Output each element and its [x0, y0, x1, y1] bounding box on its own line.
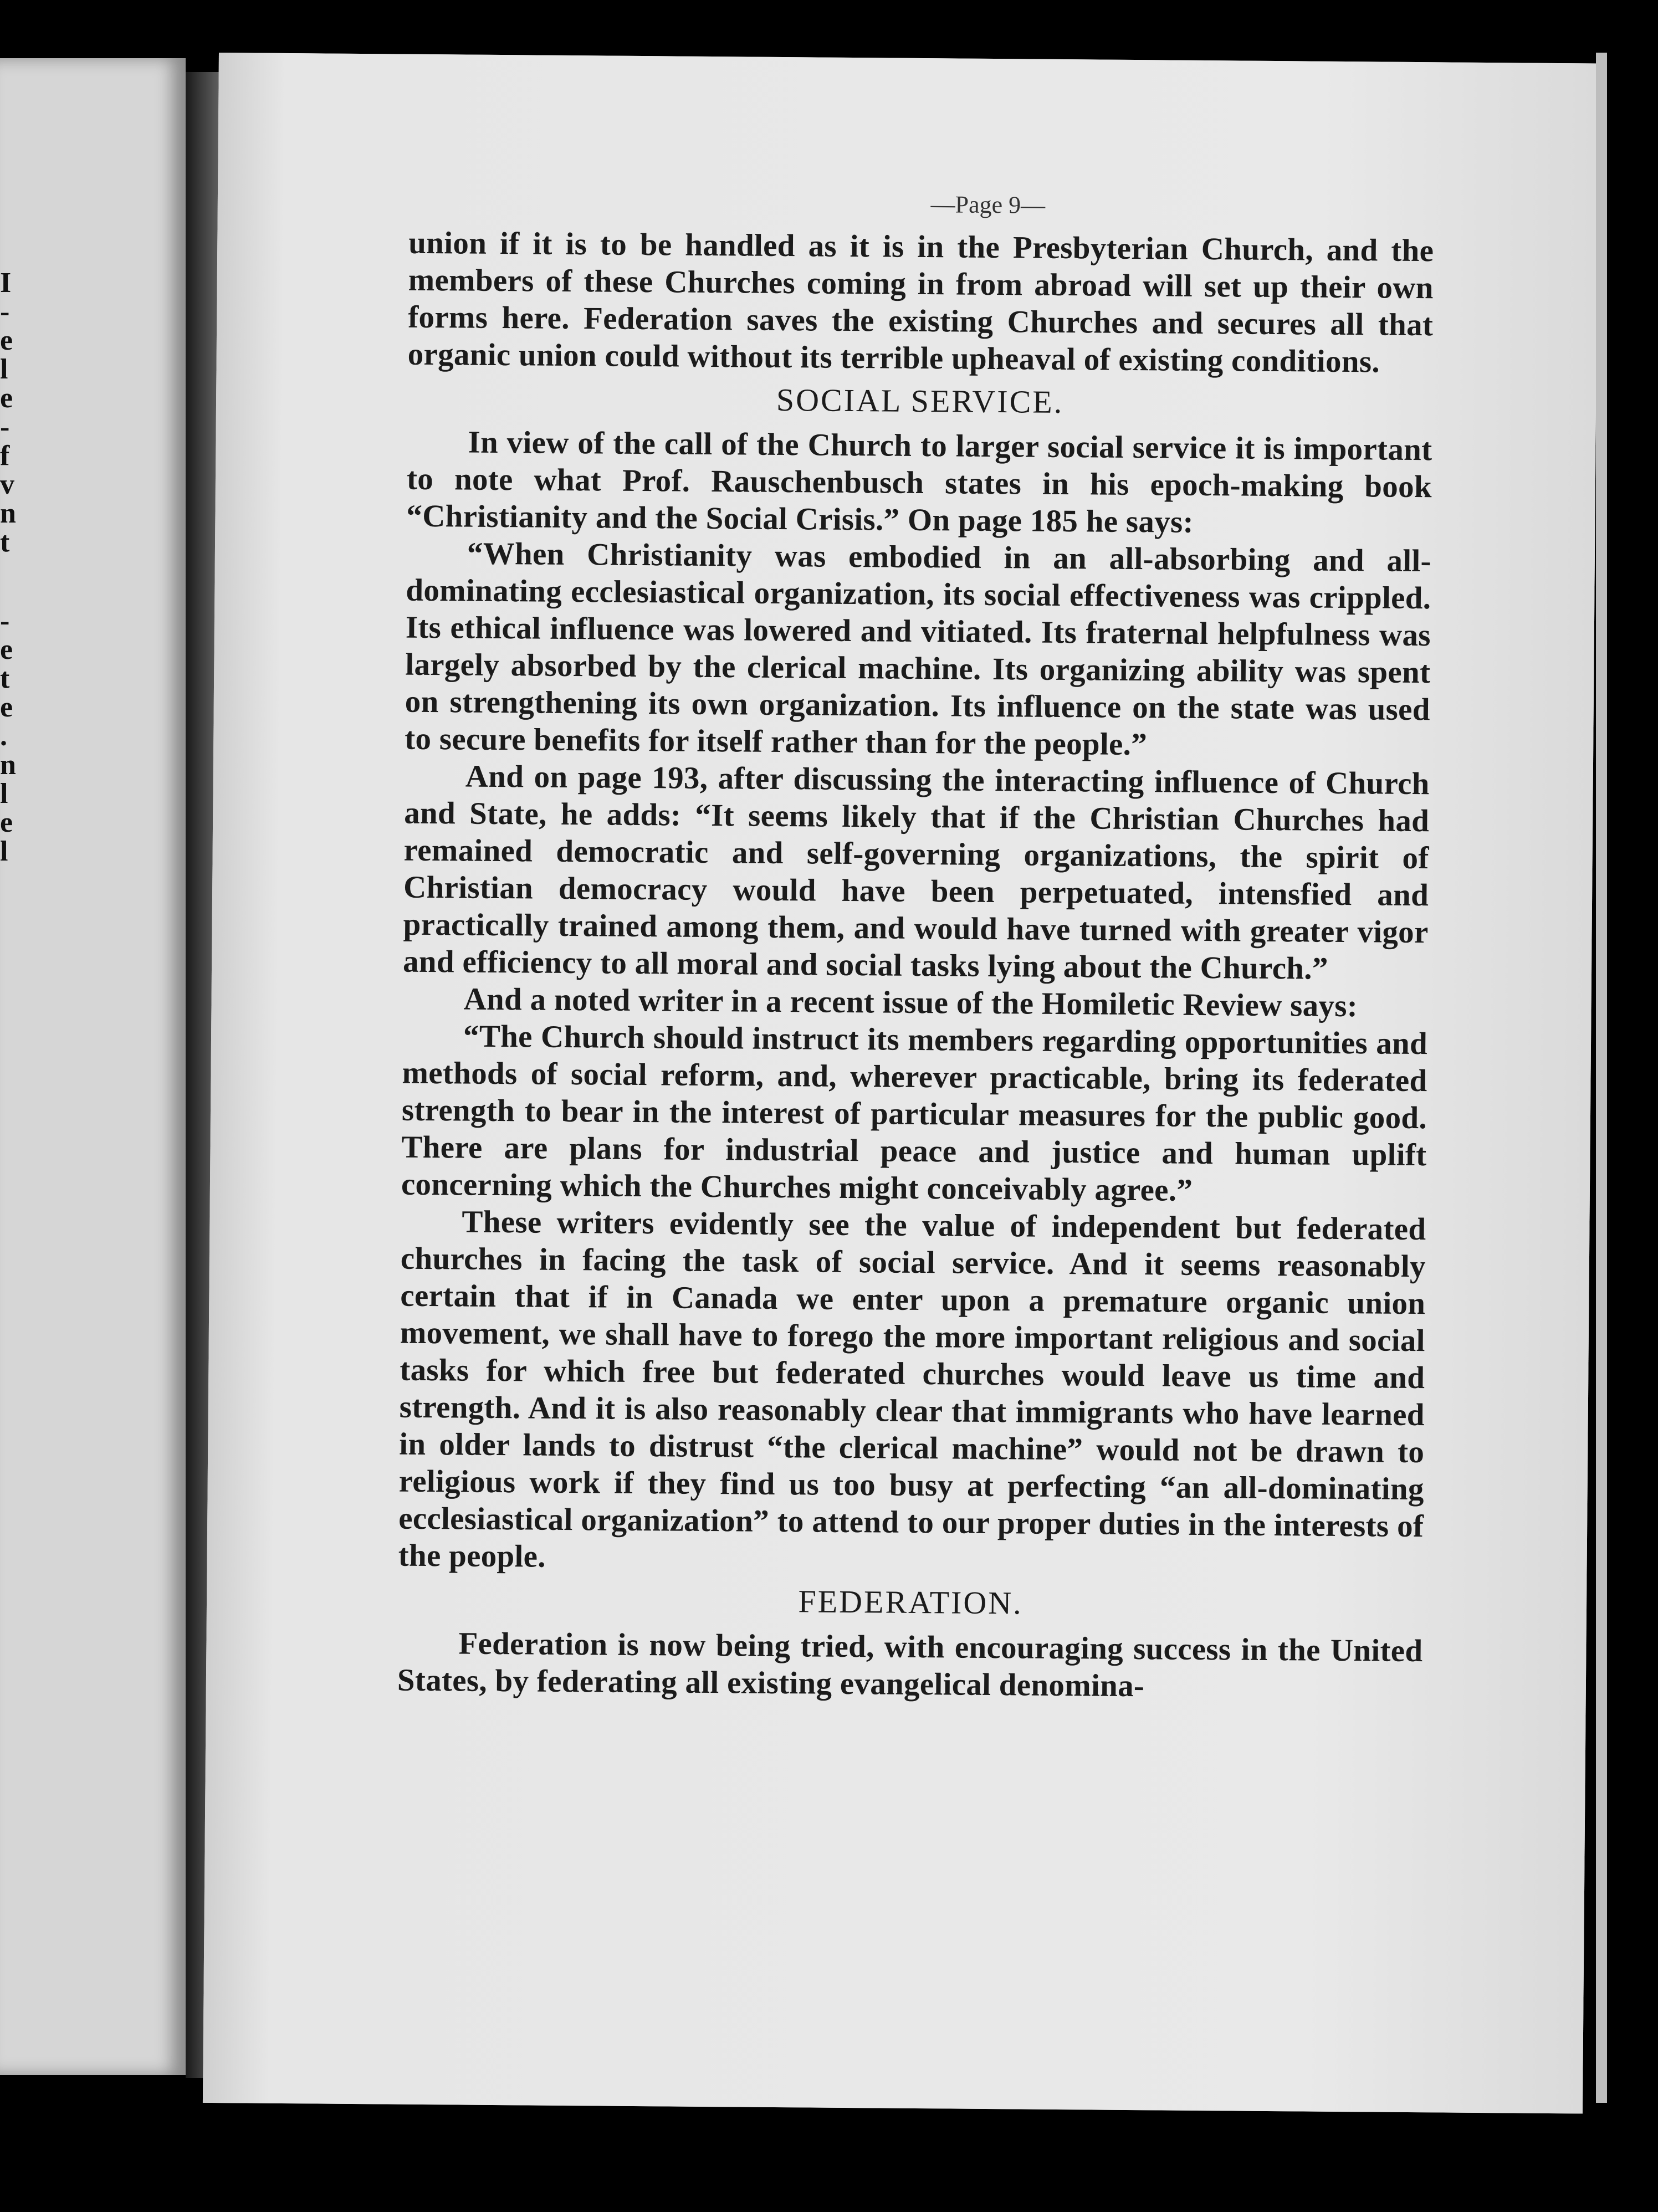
left-fragment: l — [0, 836, 8, 867]
paragraph: Federation is now being tried, with encouraging success in the United States, by federating all existing evangelical denomina- — [397, 1626, 1423, 1704]
paragraph: In view of the call of the Church to larger social service it is important to note what Prof. Rauschenbusch states in his epoch-making book “Christianity and the Social Crisis.” On page 185 he says: — [406, 424, 1432, 540]
paragraph: These writers evidently see the value of independent but federated churches in facing the task of social service. And it seems reasonably certain that if in Canada we enter upon a premature organic union movement, we shall have to forego the more important religious and social tasks for which free but federated churches would leave us time and strength. And it is also reasonably clear that immigrants who have learned in older lands to distrust “the clerical machine” would not be drawn to religious work if they find us too busy at perfecting “an all-dominating ecclesiastical organization” to attend to our proper duties in the interests of the people. — [398, 1204, 1426, 1574]
left-fragment: n — [0, 498, 16, 529]
left-fragment: - — [0, 296, 10, 327]
block-quote: “The Church should instruct its members regarding opportunities and methods of social reform, and, wherever practicable, bring its federated strength to bear in the interest of particular measures for the public good. There are plans for industrial peace and justice and human uplift concerning which the Churches might conceivably agree.” — [401, 1018, 1428, 1208]
left-page-text-fragments — [0, 269, 22, 866]
left-fragment: l — [0, 354, 8, 385]
block-quote: “When Christianity was embodied in an all-absorbing and all-dominating ecclesiastical organization, its social effectiveness was crippled. Its ethical influence was lowered and vitiated. Its fraternal helpfulness was largely absorbed by the clerical machine. Its organizing ability was spent on strengthening its own organization. Its influence on the state was used to secure benefits for itself rather than for the people.” — [405, 536, 1432, 762]
section-heading-federation: FEDERATION. — [798, 1583, 1023, 1621]
left-fragment: e — [0, 807, 13, 838]
left-fragment: f — [0, 440, 10, 472]
paragraph: And a noted writer in a recent issue of the Homiletic Review says: — [463, 981, 1358, 1024]
paragraph: And on page 193, after discussing the interacting influence of Church and State, he adds: “It seems likely that if the Christian Churches had remained democratic and self-governing organizations, the spirit of Christian democracy would have been perpetuated, intensfied and practically trained among them, and would have turned with greater vigor and efficiency to all moral and social tasks lying about the Church.” — [402, 759, 1430, 986]
left-fragment: . — [0, 720, 7, 752]
page-body — [397, 182, 1434, 1707]
left-fragment: t — [0, 526, 10, 558]
left-fragment: v — [0, 469, 14, 500]
right-page — [203, 53, 1599, 2113]
page-number: —Page 9— — [930, 191, 1046, 219]
left-fragment: - — [0, 411, 10, 443]
left-fragment: e — [0, 692, 13, 723]
left-fragment: e — [0, 634, 13, 665]
section-heading-social-service: SOCIAL SERVICE. — [776, 381, 1064, 420]
left-fragment: e — [0, 325, 13, 356]
left-fragment: e — [0, 382, 13, 414]
left-fragment: l — [0, 778, 8, 810]
left-fragment: I — [0, 267, 12, 299]
left-fragment: n — [0, 749, 16, 781]
left-fragment: t — [0, 663, 10, 694]
paragraph: union if it is to be handled as it is in the Presbyterian Church, and the members of these Churches coming in from abroad will set up their own forms here. Federation saves the existing Churches and secures all that organic union could without its terrible upheaval of existing conditions. — [407, 225, 1434, 380]
left-page — [0, 58, 186, 2075]
page-edge — [1596, 53, 1607, 2103]
left-fragment: - — [0, 605, 10, 637]
